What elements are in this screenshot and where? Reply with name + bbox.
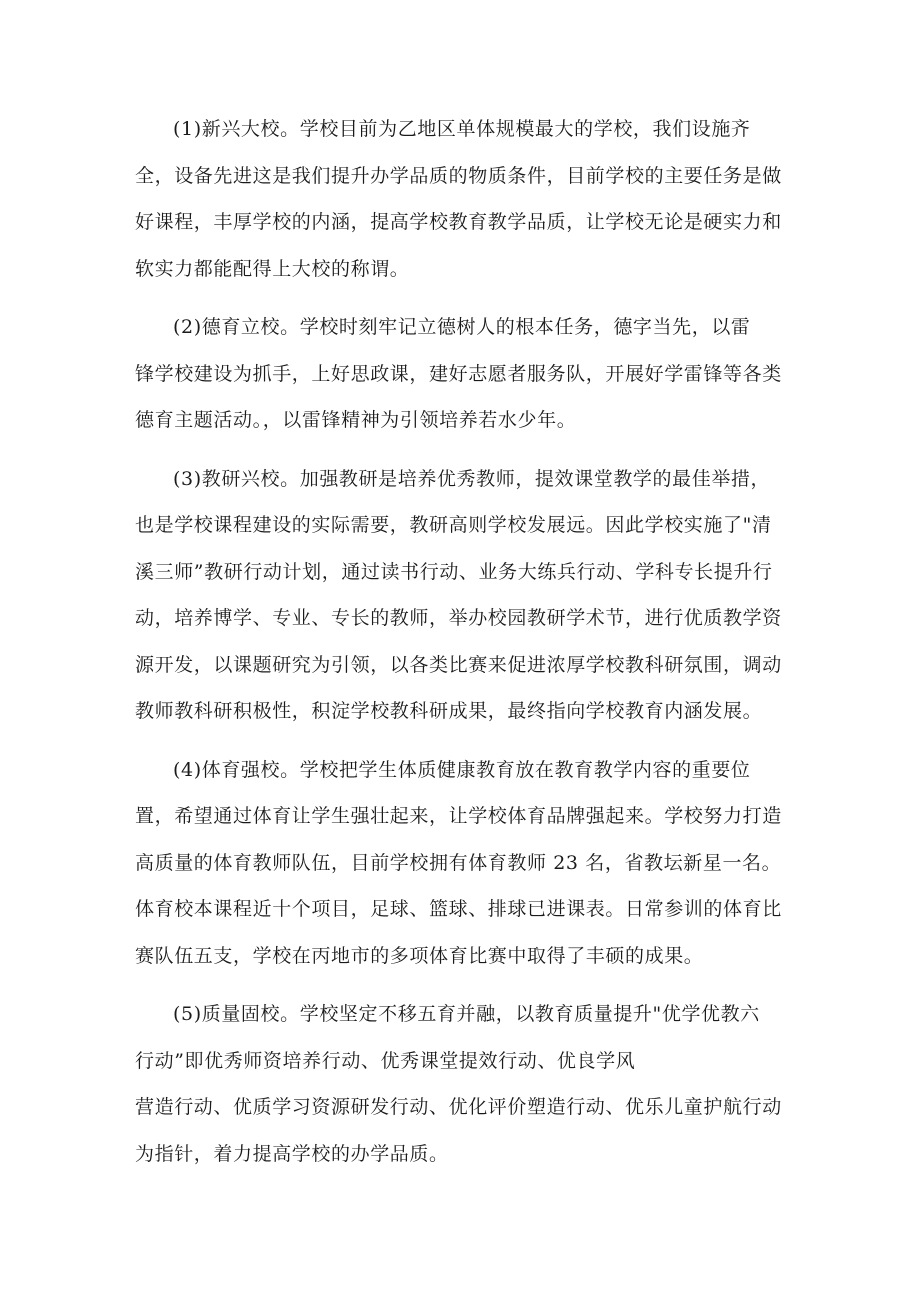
paragraph-2	[135, 304, 795, 444]
text-line: 置，希望通过体育让学生强壮起来，让学校体育品牌强起来。学校努力打造	[135, 805, 782, 827]
text-line: 赛队伍五支，学校在丙地市的多项体育比赛中取得了丰硕的成果。	[135, 944, 704, 967]
paragraph-5	[135, 991, 795, 1177]
document-body	[135, 106, 795, 1177]
text-line: (5)质量固校。学校坚定不移五育并融，以教育质量提升"优学优教六	[173, 1003, 760, 1025]
text-line: 全，设备先进这是我们提升办学品质的物质条件，目前学校的主要任务是做	[135, 164, 782, 187]
text-line: 行动”即优秀师资培养行动、优秀课堂提效行动、优良学风	[135, 1049, 636, 1072]
text-line: 源开发，以课题研究为引领，以各类比赛来促进浓厚学校教科研氛围，调动	[135, 653, 782, 676]
text-line: 也是学校课程建设的实际需要，教研高则学校发展远。因此学校实施了"清	[135, 514, 772, 536]
paragraph-1	[135, 106, 795, 292]
text-line: 溪三师”教研行动计划，通过读书行动、业务大练兵行动、学科专长提升行	[135, 560, 773, 583]
text-line: 为指针，着力提高学校的办学品质。	[135, 1142, 449, 1165]
text-line: 教师教科研积极性，积淀学校教科研成果，最终指向学校教育内涵发展。	[135, 700, 763, 722]
text-line: 动，培养博学、专业、专长的教师，举办校园教研学术节，进行优质教学资	[135, 607, 782, 629]
text-line: 体育校本课程近十个项目，足球、篮球、排球已进课表。日常参训的体育比	[135, 898, 782, 920]
paragraph-4	[135, 747, 795, 980]
text-line: (2)德育立校。学校时刻牢记立德树人的根本任务，德字当先，以雷	[173, 316, 751, 338]
text-line: 德育主题活动。，以雷锋精神为引领培养若水少年。	[135, 409, 577, 431]
text-line: 锋学校建设为抓手，上好思政课，建好志愿者服务队，开展好学雷锋等各类	[135, 362, 782, 385]
text-line: 好课程，丰厚学校的内涵，提高学校教育教学品质，让学校无论是硬实力和	[135, 211, 782, 233]
text-line: 高质量的体育教师队伍，目前学校拥有体育教师 23 名，省教坛新星一名。	[135, 851, 782, 874]
text-line: (4)体育强校。学校把学生体质健康教育放在教育教学内容的重要位	[173, 758, 751, 781]
text-line: 营造行动、优质学习资源研发行动、优化评价塑造行动、优乐儿童护航行动	[135, 1096, 782, 1118]
text-line: (3)教研兴校。加强教研是培养优秀教师，提效课堂教学的最佳举措，	[173, 467, 771, 490]
paragraph-3	[135, 456, 795, 735]
text-line: 软实力都能配得上大校的称谓。	[135, 257, 410, 280]
text-line: (1)新兴大校。学校目前为乙地区单体规模最大的学校，我们设施齐	[173, 118, 751, 140]
